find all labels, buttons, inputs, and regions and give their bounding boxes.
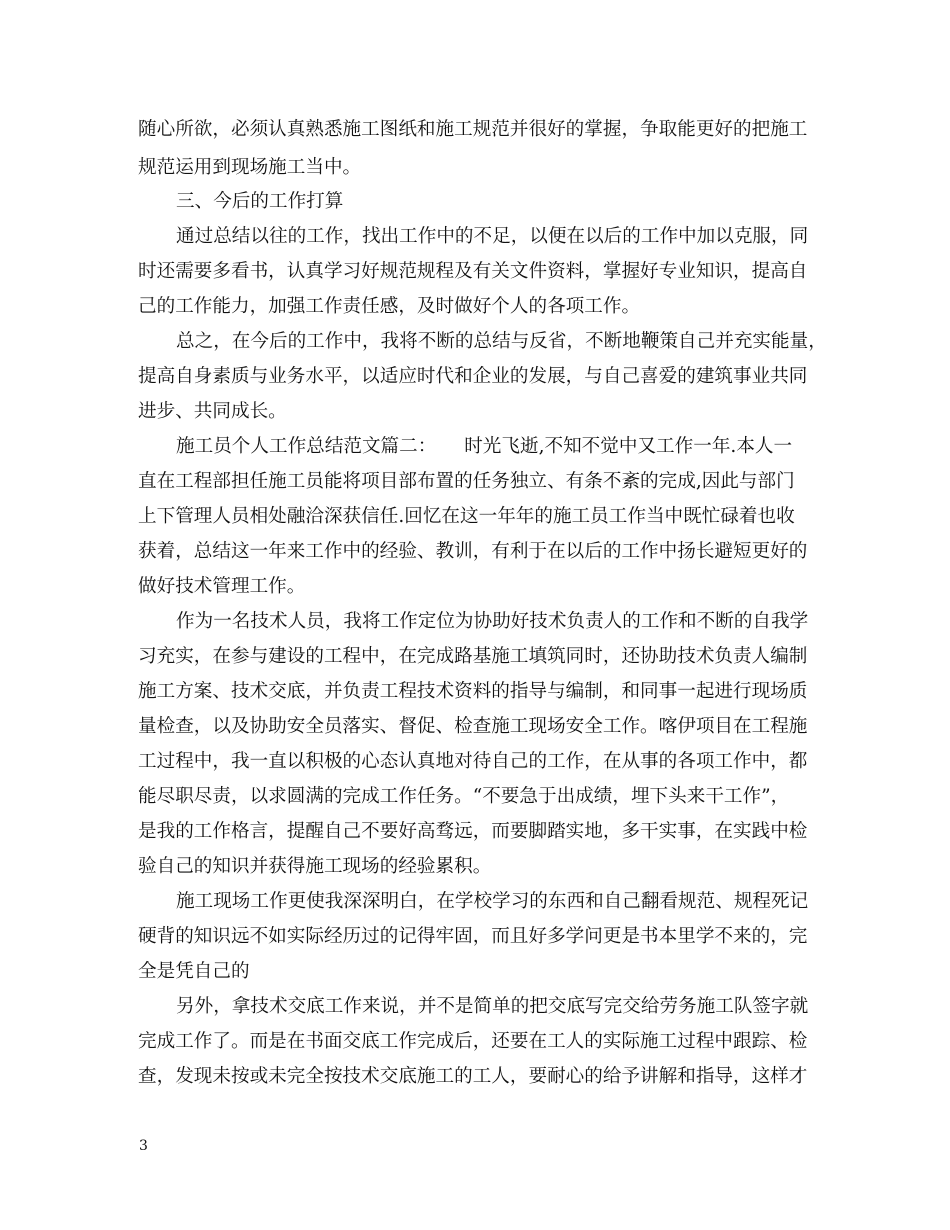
text-line: 施工方案、技术交底，并负责工程技术资料的指导与编制，和同事一起进行现场质 <box>138 681 808 702</box>
text-line: 查，发现未按或未完全按技术交底施工的工人，要耐心的给予讲解和指导，这样才 <box>138 1066 808 1087</box>
text-line: 工过程中，我一直以积极的心态认真地对待自己的工作，在从事的各项工作中，都 <box>138 751 808 772</box>
text-line: 完成工作了。而是在书面交底工作完成后，还要在工人的实际施工过程中跟踪、检 <box>138 1031 808 1052</box>
text-line: 习充实，在参与建设的工程中，在完成路基施工填筑同时，还协助技术负责人编制 <box>138 646 808 667</box>
paragraph-start-line: 施工员个人工作总结范文篇二： 时光飞逝,不知不觉中又工作一年.本人一 <box>176 436 793 457</box>
text-line: 验自己的知识并获得施工现场的经验累积。 <box>138 856 492 877</box>
page-number: 3 <box>139 1138 148 1154</box>
section-heading: 三、今后的工作打算 <box>176 191 344 212</box>
text-line: 直在工程部担任施工员能将项目部布置的任务独立、有条不紊的完成,因此与部门 <box>138 471 795 492</box>
text-line: 上下管理人员相处融洽深获信任.回忆在这一年年的施工员工作当中既忙碌着也收 <box>138 506 795 527</box>
text-line: 能尽职尽责，以求圆满的完成工作任务。“不要急于出成绩，埋下头来干工作”， <box>138 786 790 807</box>
text-line: 量检查，以及协助安全员落实、督促、检查施工现场安全工作。喀伊项目在工程施 <box>138 716 808 737</box>
text-line: 时还需要多看书，认真学习好规范规程及有关文件资料，掌握好专业知识，提高自 <box>138 261 808 282</box>
text-line: 做好技术管理工作。 <box>138 576 306 597</box>
paragraph-start-line: 施工现场工作更使我深深明白，在学校学习的东西和自己翻看规范、规程死记 <box>176 891 809 912</box>
paragraph-start-line: 通过总结以往的工作，找出工作中的不足，以便在以后的工作中加以克服，同 <box>176 226 809 247</box>
paragraph-start-line: 另外，拿技术交底工作来说，并不是简单的把交底写完交给劳务施工队签字就 <box>176 996 809 1017</box>
text-line: 硬背的知识远不如实际经历过的记得牢固，而且好多学问更是书本里学不来的，完 <box>138 926 808 947</box>
text-line: 己的工作能力，加强工作责任感，及时做好个人的各项工作。 <box>138 296 641 317</box>
text-line: 规范运用到现场施工当中。 <box>138 157 362 178</box>
text-line: 是我的工作格言，提醒自己不要好高骛远，而要脚踏实地，多干实事，在实践中检 <box>138 821 808 842</box>
text-line: 提高自身素质与业务水平，以适应时代和企业的发展，与自己喜爱的建筑事业共同 <box>138 366 808 387</box>
text-line: 随心所欲，必须认真熟悉施工图纸和施工规范并很好的掌握，争取能更好的把施工 <box>138 119 808 140</box>
text-line: 进步、共同成长。 <box>138 401 287 422</box>
paragraph-start-line: 总之，在今后的工作中，我将不断的总结与反省，不断地鞭策自己并充实能量， <box>176 331 827 352</box>
text-line: 获着，总结这一年来工作中的经验、教训，有利于在以后的工作中扬长避短更好的 <box>138 541 808 562</box>
text-line: 全是凭自己的 <box>138 961 250 982</box>
paragraph-start-line: 作为一名技术人员，我将工作定位为协助好技术负责人的工作和不断的自我学 <box>176 611 809 632</box>
